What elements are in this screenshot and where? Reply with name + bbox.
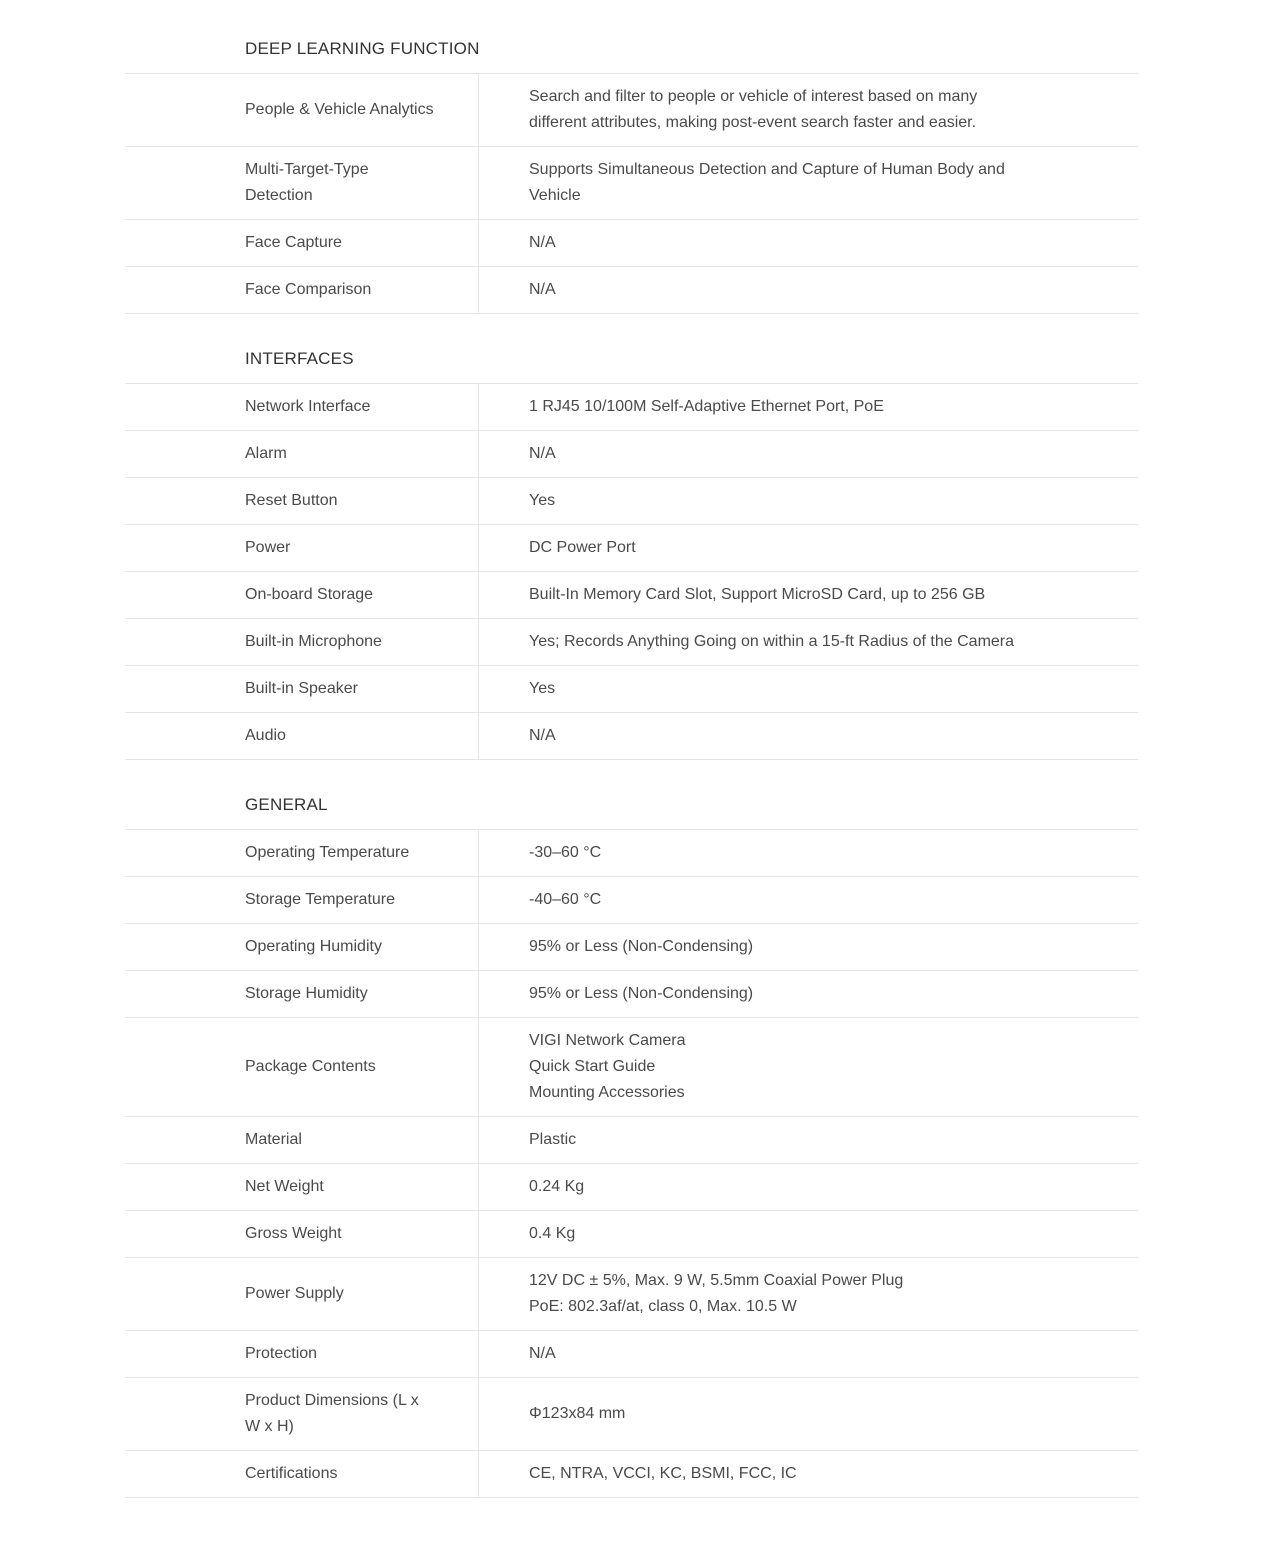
spec-label-cell xyxy=(125,147,479,219)
spec-label: Certifications xyxy=(245,1465,338,1482)
spec-row-face-comparison xyxy=(125,267,1138,314)
spec-row-certifications xyxy=(125,1451,1138,1498)
spec-value: 95% or Less (Non-Condensing) xyxy=(529,985,754,1002)
spec-row-protection xyxy=(125,1331,1138,1378)
spec-label: Reset Button xyxy=(245,492,338,509)
spec-row-built-in-microphone xyxy=(125,619,1138,666)
spec-value-cell xyxy=(479,267,1138,313)
spec-value-cell xyxy=(479,666,1138,712)
spec-value-cell xyxy=(479,1018,1138,1116)
spec-label-cell xyxy=(125,1164,479,1210)
spec-label: Power Supply xyxy=(245,1285,344,1302)
spec-value-cell xyxy=(479,74,1138,146)
spec-section-general xyxy=(125,792,1138,1498)
spec-row-multi-target-type-detection xyxy=(125,147,1138,220)
spec-label-cell xyxy=(125,1378,479,1450)
spec-label-cell xyxy=(125,478,479,524)
spec-label: Material xyxy=(245,1131,302,1148)
spec-label-cell xyxy=(125,971,479,1017)
spec-value: 12V DC ± 5%, Max. 9 W, 5.5mm Coaxial Power Plug xyxy=(529,1272,904,1289)
spec-label-cell xyxy=(125,830,479,876)
spec-label: Alarm xyxy=(245,445,287,462)
spec-row-built-in-speaker xyxy=(125,666,1138,713)
spec-value: -30–60 °C xyxy=(529,844,602,861)
spec-value: Supports Simultaneous Detection and Capture of Human Body and Vehicle xyxy=(529,161,1005,204)
spec-label-cell xyxy=(125,572,479,618)
spec-row-package-contents xyxy=(125,1018,1138,1117)
spec-value: Yes; Records Anything Going on within a 15-ft Radius of the Camera xyxy=(529,633,1015,650)
spec-label: Face Capture xyxy=(245,234,342,251)
spec-value: N/A xyxy=(529,281,556,298)
spec-value-cell xyxy=(479,525,1138,571)
spec-row-on-board-storage xyxy=(125,572,1138,619)
spec-value: DC Power Port xyxy=(529,539,636,556)
spec-value: PoE: 802.3af/at, class 0, Max. 10.5 W xyxy=(529,1298,797,1315)
spec-label-cell xyxy=(125,1451,479,1497)
spec-label: Operating Temperature xyxy=(245,844,410,861)
spec-value: Φ123x84 mm xyxy=(529,1405,626,1422)
spec-label: On-board Storage xyxy=(245,586,374,603)
spec-label-cell xyxy=(125,220,479,266)
spec-value-cell xyxy=(479,971,1138,1017)
spec-value-cell xyxy=(479,478,1138,524)
spec-label: Built-in Microphone xyxy=(245,633,382,650)
spec-label: Net Weight xyxy=(245,1178,324,1195)
spec-row-face-capture xyxy=(125,220,1138,267)
spec-row-storage-temperature xyxy=(125,877,1138,924)
spec-value: CE, NTRA, VCCI, KC, BSMI, FCC, IC xyxy=(529,1465,797,1482)
spec-value: Search and filter to people or vehicle of interest based on many different attributes, making post-event search faster and easier. xyxy=(529,88,978,131)
spec-label: Protection xyxy=(245,1345,318,1362)
spec-label-cell xyxy=(125,74,479,146)
spec-row-alarm xyxy=(125,431,1138,478)
spec-row-product-dimensions-l-x-w-x-h xyxy=(125,1378,1138,1451)
spec-label-cell xyxy=(125,267,479,313)
spec-label-cell xyxy=(125,384,479,430)
section-title: DEEP LEARNING FUNCTION xyxy=(125,36,1138,74)
spec-label-cell xyxy=(125,1258,479,1330)
spec-value: 0.4 Kg xyxy=(529,1225,576,1242)
spec-label: Operating Humidity xyxy=(245,938,382,955)
spec-row-power xyxy=(125,525,1138,572)
spec-row-people-vehicle-analytics xyxy=(125,74,1138,147)
spec-label-cell xyxy=(125,1117,479,1163)
spec-value-cell xyxy=(479,1451,1138,1497)
spec-row-audio xyxy=(125,713,1138,760)
spec-label: Multi-Target-Type Detection xyxy=(245,161,369,204)
spec-value-cell xyxy=(479,924,1138,970)
spec-row-reset-button xyxy=(125,478,1138,525)
section-title: INTERFACES xyxy=(125,346,1138,384)
spec-label-cell xyxy=(125,666,479,712)
spec-label-cell xyxy=(125,525,479,571)
spec-value-cell xyxy=(479,147,1138,219)
spec-value: Yes xyxy=(529,492,556,509)
spec-section-interfaces xyxy=(125,346,1138,760)
spec-label: Storage Temperature xyxy=(245,891,396,908)
spec-value-cell xyxy=(479,619,1138,665)
spec-value-cell xyxy=(479,830,1138,876)
spec-table xyxy=(125,0,1138,1498)
spec-row-power-supply xyxy=(125,1258,1138,1331)
spec-label: Gross Weight xyxy=(245,1225,342,1242)
spec-value: Built-In Memory Card Slot, Support MicroSD Card, up to 256 GB xyxy=(529,586,986,603)
spec-row-network-interface xyxy=(125,384,1138,431)
spec-label: Network Interface xyxy=(245,398,371,415)
spec-label: Audio xyxy=(245,727,286,744)
section-title: GENERAL xyxy=(125,792,1138,830)
spec-label-cell xyxy=(125,431,479,477)
spec-value: -40–60 °C xyxy=(529,891,602,908)
spec-value-cell xyxy=(479,877,1138,923)
spec-label: Power xyxy=(245,539,291,556)
spec-section-deep-learning-function xyxy=(125,36,1138,314)
spec-label-cell xyxy=(125,1018,479,1116)
spec-value: 1 RJ45 10/100M Self-Adaptive Ethernet Port, PoE xyxy=(529,398,884,415)
spec-value-cell xyxy=(479,572,1138,618)
spec-label-cell xyxy=(125,1211,479,1257)
spec-value-cell xyxy=(479,1258,1138,1330)
spec-value-cell xyxy=(479,1211,1138,1257)
spec-value: N/A xyxy=(529,1345,556,1362)
spec-value: Yes xyxy=(529,680,556,697)
spec-label: Storage Humidity xyxy=(245,985,368,1002)
spec-value-cell xyxy=(479,220,1138,266)
spec-value: N/A xyxy=(529,445,556,462)
spec-row-gross-weight xyxy=(125,1211,1138,1258)
spec-label-cell xyxy=(125,924,479,970)
spec-value: Plastic xyxy=(529,1131,577,1148)
spec-value-cell xyxy=(479,1331,1138,1377)
spec-label: Product Dimensions (L x W x H) xyxy=(245,1392,419,1435)
spec-value: Mounting Accessories xyxy=(529,1084,685,1101)
spec-value-cell xyxy=(479,384,1138,430)
spec-value: N/A xyxy=(529,234,556,251)
spec-label-cell xyxy=(125,619,479,665)
spec-value-cell xyxy=(479,1117,1138,1163)
spec-label: Built-in Speaker xyxy=(245,680,358,697)
spec-value-cell xyxy=(479,431,1138,477)
spec-label-cell xyxy=(125,877,479,923)
spec-label: Package Contents xyxy=(245,1058,376,1075)
spec-label: People & Vehicle Analytics xyxy=(245,101,434,118)
spec-value: 95% or Less (Non-Condensing) xyxy=(529,938,754,955)
spec-value-cell xyxy=(479,713,1138,759)
spec-value: N/A xyxy=(529,727,556,744)
spec-value-cell xyxy=(479,1378,1138,1450)
spec-row-net-weight xyxy=(125,1164,1138,1211)
spec-value: VIGI Network Camera xyxy=(529,1032,686,1049)
spec-row-material xyxy=(125,1117,1138,1164)
spec-value: Quick Start Guide xyxy=(529,1058,656,1075)
spec-label-cell xyxy=(125,713,479,759)
spec-value: 0.24 Kg xyxy=(529,1178,585,1195)
spec-value-cell xyxy=(479,1164,1138,1210)
spec-row-operating-temperature xyxy=(125,830,1138,877)
spec-label: Face Comparison xyxy=(245,281,372,298)
spec-label-cell xyxy=(125,1331,479,1377)
spec-row-storage-humidity xyxy=(125,971,1138,1018)
spec-row-operating-humidity xyxy=(125,924,1138,971)
